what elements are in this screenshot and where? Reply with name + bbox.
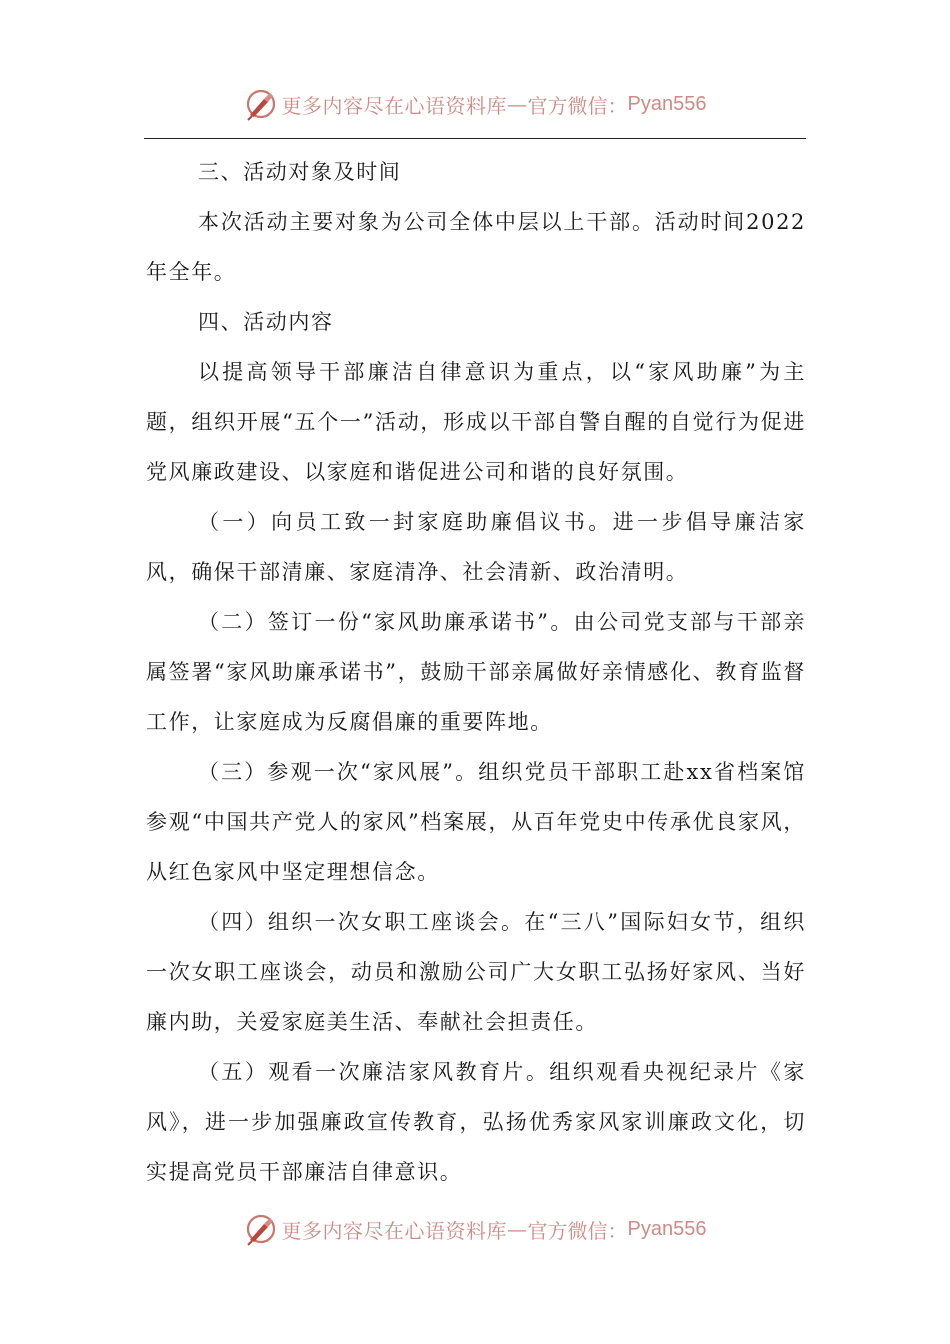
- section-heading-3: 三、活动对象及时间: [198, 160, 402, 184]
- banner-site-text: 更多内容尽在心语资料库: [281, 93, 508, 118]
- banner-site-text: 更多内容尽在心语资料库: [281, 1218, 508, 1243]
- pen-logo-icon: [244, 1212, 278, 1246]
- banner-wechat-label: 官方微信：: [527, 1218, 628, 1243]
- paragraph: 以提高领导干部廉洁自律意识为重点，以“家风助廉”为主题，组织开展“五个一”活动，形成以干部自警自醒的自觉行为促进党风廉政建设、以家庭和谐促进公司和谐的良好氛围。: [146, 360, 806, 484]
- paragraph: （二）签订一份“家风助廉承诺书”。由公司党支部与干部亲属签署“家风助廉承诺书”，鼓励干部亲属做好亲情感化、教育监督工作，让家庭成为反腐倡廉的重要阵地。: [146, 610, 806, 734]
- header-divider: [144, 138, 806, 139]
- paragraph: 本次活动主要对象为公司全体中层以上干部。活动时间2022年全年。: [146, 210, 806, 284]
- header-banner: [0, 84, 950, 124]
- banner-dash: —: [507, 92, 528, 116]
- paragraph: （一）向员工致一封家庭助廉倡议书。进一步倡导廉洁家风，确保干部清廉、家庭清净、社会清新、政治清明。: [146, 510, 806, 584]
- document-body: [146, 147, 806, 1197]
- footer-banner: [0, 1209, 950, 1249]
- pen-logo-icon: [244, 87, 278, 121]
- banner-wechat-id: Pyan556: [627, 1217, 707, 1240]
- banner-wechat-id: Pyan556: [627, 92, 707, 115]
- banner-wechat-label: 官方微信：: [527, 93, 628, 118]
- paragraph: （三）参观一次“家风展”。组织党员干部职工赴xx省档案馆参观“中国共产党人的家风”档案展，从百年党史中传承优良家风，从红色家风中坚定理想信念。: [146, 760, 806, 884]
- paragraph: （五）观看一次廉洁家风教育片。组织观看央视纪录片《家风》，进一步加强廉政宣传教育，弘扬优秀家风家训廉政文化，切实提高党员干部廉洁自律意识。: [146, 1060, 806, 1184]
- paragraph: （四）组织一次女职工座谈会。在“三八”国际妇女节，组织一次女职工座谈会，动员和激励公司广大女职工弘扬好家风、当好廉内助，关爱家庭美生活、奉献社会担责任。: [146, 910, 806, 1034]
- banner-dash: —: [507, 1217, 528, 1241]
- section-heading-4: 四、活动内容: [198, 310, 334, 334]
